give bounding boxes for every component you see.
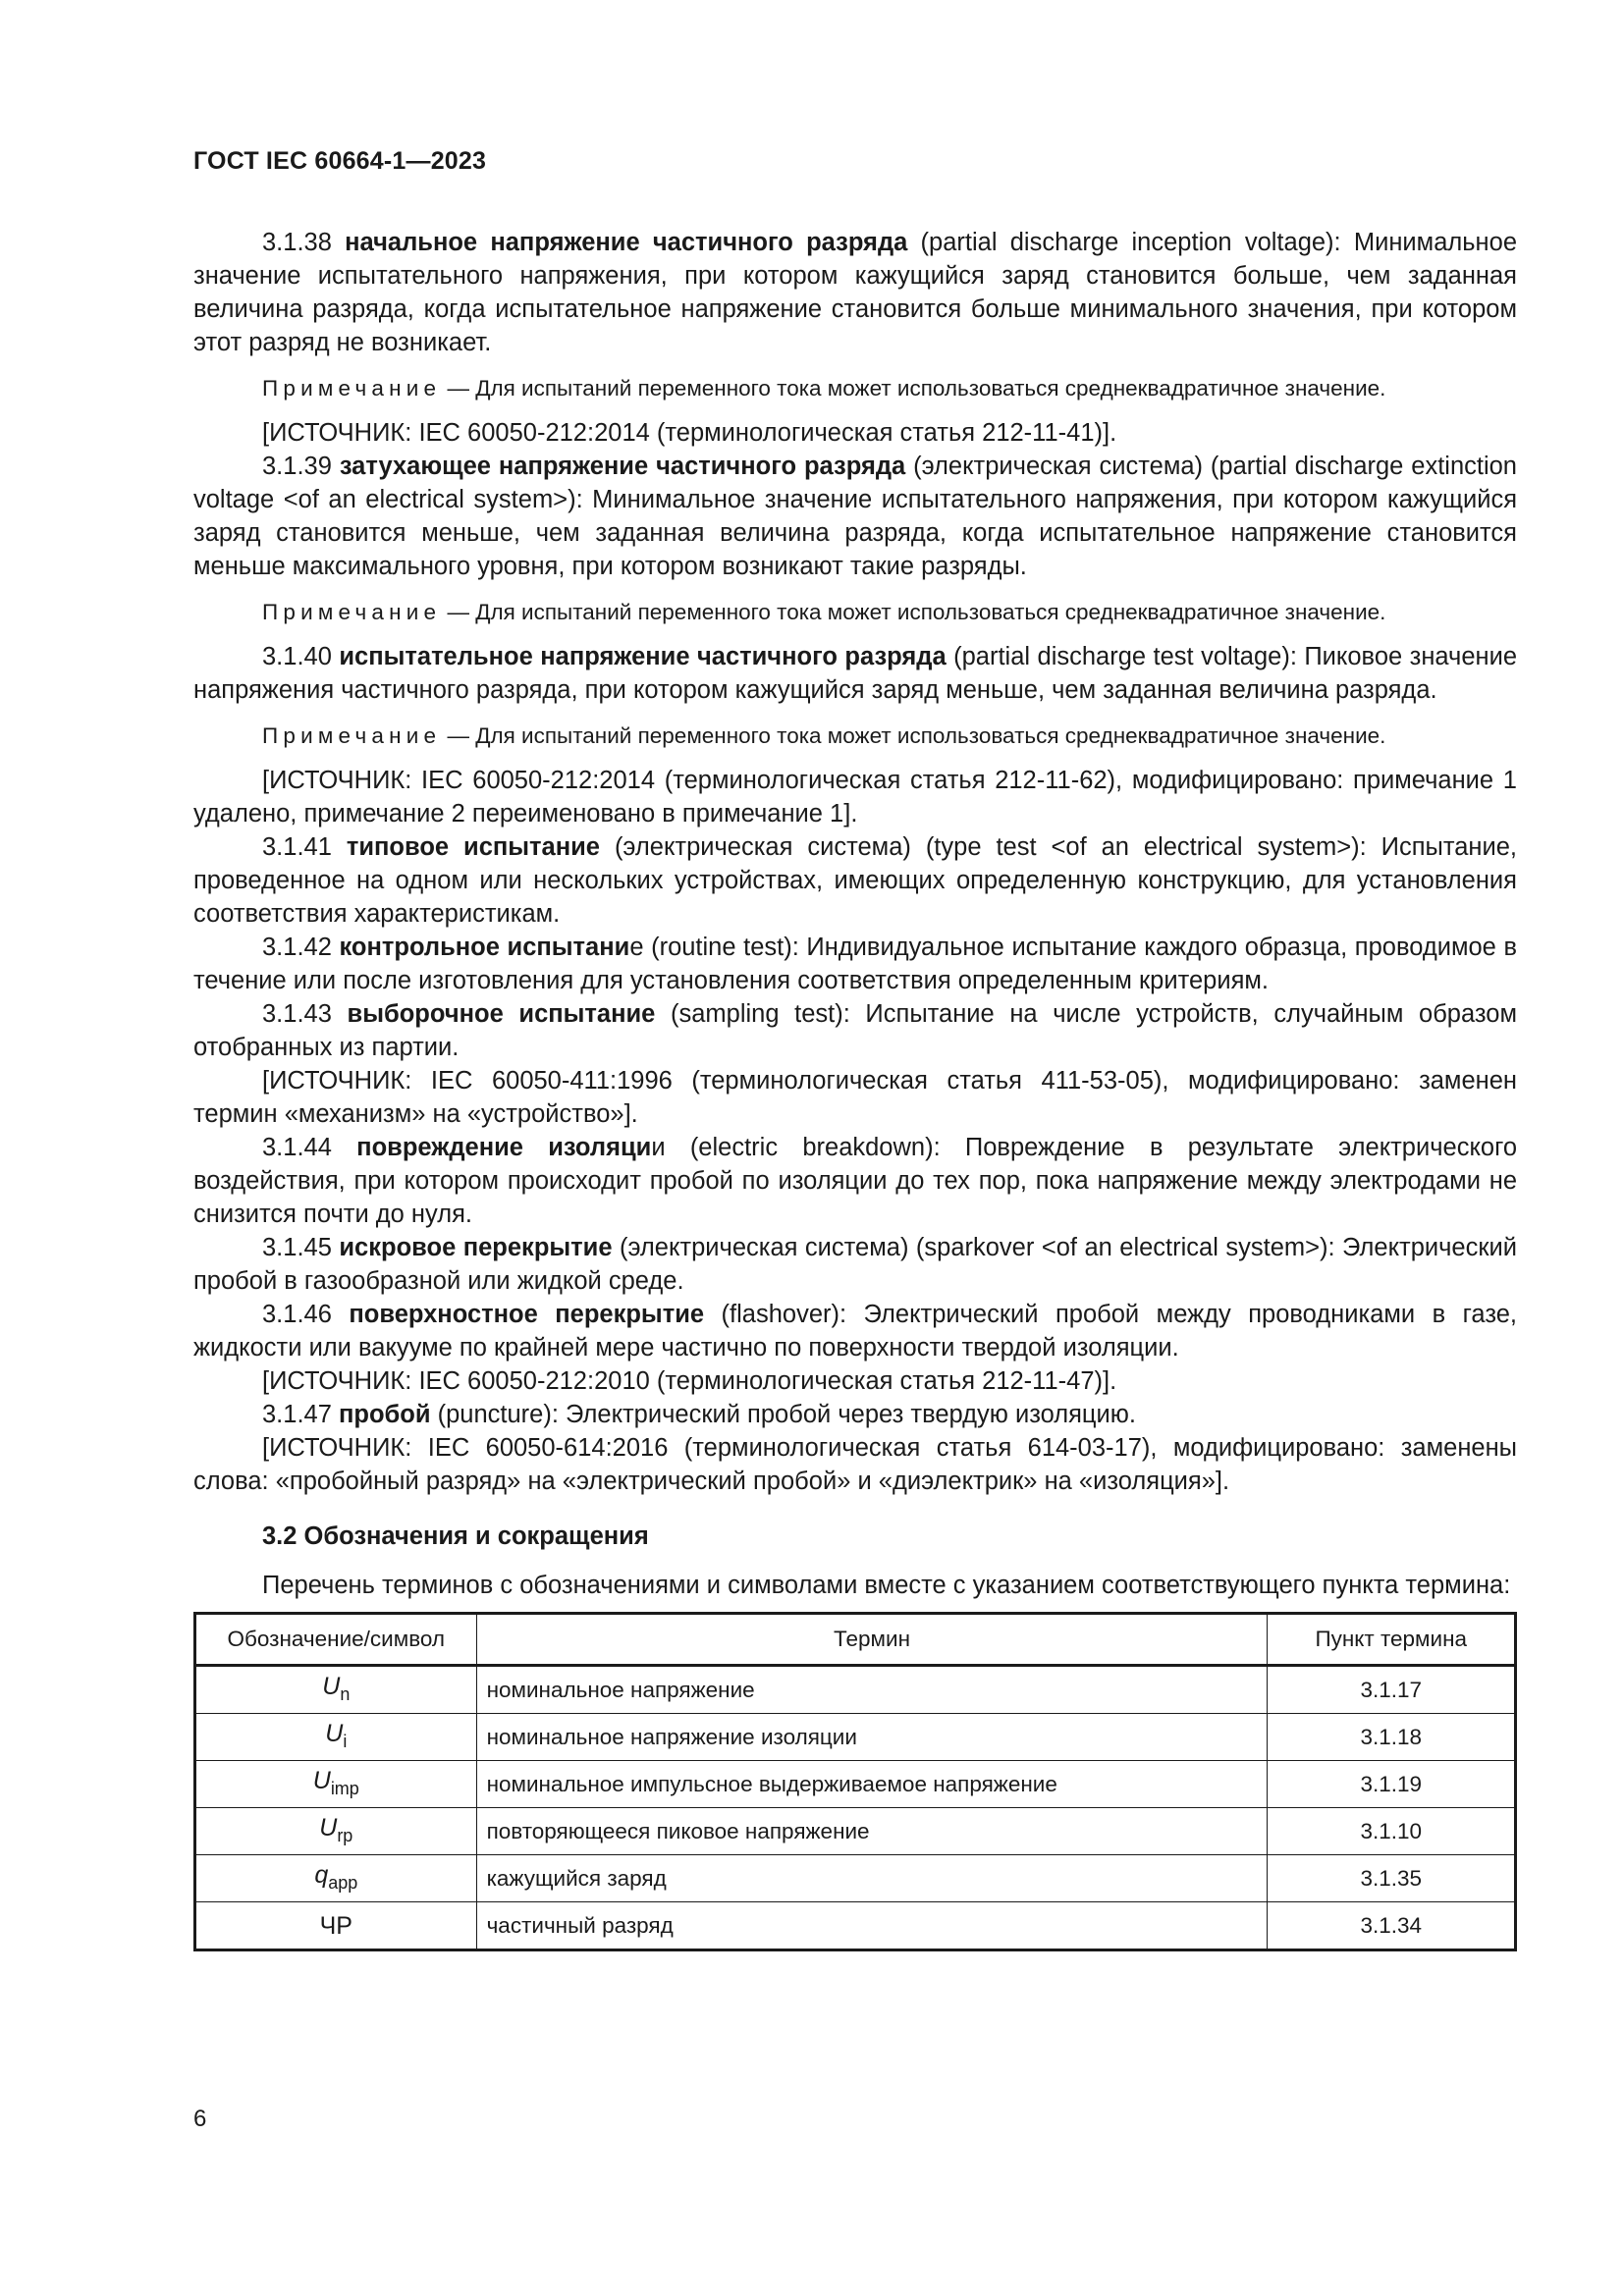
entry-number: 3.1.45 (262, 1234, 340, 1261)
note-label: Примечание (262, 723, 442, 748)
entry-term: типовое испытание (346, 833, 600, 861)
term-cell: кажущийся заряд (476, 1855, 1268, 1902)
symbol-cell (195, 1761, 477, 1808)
symbol-base: U (325, 1719, 344, 1747)
note-1 (193, 374, 1517, 403)
entry-definition: (электрическая система) (partial discharge extinction voltage <of an electrical system>): Минимальное значение испытательного напряжения, при котором кажущийся заряд становится меньше, чем заданная величина разряда, когда испытательное напряжение становится меньше максимального уровня, при котором возникают такие разряды. (193, 453, 1517, 580)
term-cell: частичный разряд (476, 1902, 1268, 1950)
symbol-cell (195, 1714, 477, 1761)
note-label: Примечание (262, 600, 442, 624)
entry-number: 3.1.39 (262, 453, 340, 480)
symbol-abbreviation: ЧР (319, 1911, 352, 1940)
header-term: Термин (476, 1614, 1268, 1666)
entry-number: 3.1.43 (262, 1000, 348, 1028)
entry-definition: (puncture): Электрический пробой через твердую изоляцию. (430, 1401, 1136, 1428)
entry-3-1-39 (193, 450, 1517, 583)
table-row (195, 1855, 1516, 1902)
entry-term: контрольное испытани (339, 934, 630, 961)
symbols-table (193, 1612, 1517, 1951)
source-3-1-46: [ИСТОЧНИК: IEC 60050-212:2010 (терминологическая статья 212-11-47)]. (262, 1367, 1117, 1395)
entry-number: 3.1.38 (262, 229, 346, 256)
note-2 (193, 598, 1517, 627)
entry-number: 3.1.40 (262, 643, 340, 670)
entry-term: затухающее напряжение частичного разряда (339, 453, 906, 480)
entry-definition: (flashover): Электрический пробой между проводниками в газе, жидкости или вакууме по крайней мере частично по поверхности твердой изоляции. (193, 1301, 1517, 1362)
entry-definition: (sampling test): Испытание на числе устройств, случайным образом отобранных из партии. (193, 1000, 1517, 1061)
source-3-1-43: [ИСТОЧНИК: IEC 60050-411:1996 (терминологическая статья 411-53-05), модифицировано: заменен термин «механизм» на «устройство»]. (193, 1067, 1517, 1128)
entry-definition: и (electric breakdown): Повреждение в результате электрического воздействия, при котором происходит пробой по изоляции до тех пор, пока напряжение между электродами не снизится почти до нуля. (193, 1134, 1517, 1228)
entry-3-1-47 (193, 1398, 1517, 1431)
entry-number: 3.1.46 (262, 1301, 350, 1328)
entry-term: начальное напряжение частичного разряда (345, 229, 908, 256)
document-header: ГОСТ IEC 60664-1—2023 (193, 147, 487, 175)
entry-number: 3.1.41 (262, 833, 347, 861)
symbol-subscript: i (343, 1731, 348, 1751)
clause-cell: 3.1.10 (1268, 1808, 1516, 1855)
entry-3-1-46 (193, 1298, 1517, 1364)
symbol-base: U (319, 1813, 338, 1842)
source-3-1-40: [ИСТОЧНИК: IEC 60050-212:2014 (терминологическая статья 212-11-62), модифицировано: примечание 1 удалено, примечание 2 переименовано в примечание 1]. (193, 767, 1517, 828)
header-clause: Пункт термина (1268, 1614, 1516, 1666)
term-cell: номинальное напряжение изоляции (476, 1714, 1268, 1761)
clause-cell: 3.1.18 (1268, 1714, 1516, 1761)
entry-3-1-40 (193, 640, 1517, 707)
table-row (195, 1761, 1516, 1808)
note-3 (193, 721, 1517, 751)
source-3-1-38: [ИСТОЧНИК: IEC 60050-212:2014 (терминологическая статья 212-11-41)]. (262, 419, 1117, 447)
table-row (195, 1714, 1516, 1761)
term-cell: номинальное напряжение (476, 1666, 1268, 1714)
header-symbol: Обозначение/символ (195, 1614, 477, 1666)
symbol-base: U (322, 1672, 341, 1700)
symbol-subscript: app (328, 1872, 358, 1893)
section-heading: 3.2 Обозначения и сокращения (262, 1522, 649, 1550)
table-header-row (195, 1614, 1516, 1666)
entry-3-1-43 (193, 997, 1517, 1064)
entry-3-1-38 (193, 226, 1517, 359)
note-text: — Для испытаний переменного тока может использоваться среднеквадратичное значение. (441, 600, 1386, 624)
entry-definition: (электрическая система) (sparkover <of an electrical system>): Электрический пробой в газообразной или жидкой среде. (193, 1234, 1518, 1295)
entry-term: поверхностное перекрытие (349, 1301, 705, 1328)
symbol-cell (195, 1902, 477, 1950)
symbol-cell (195, 1666, 477, 1714)
source-3-1-47: [ИСТОЧНИК: IEC 60050-614:2016 (терминологическая статья 614-03-17), модифицировано: заменены слова: «пробойный разряд» на «электрический пробой» и «диэлектрик» на «изоляция»]. (193, 1434, 1517, 1495)
clause-cell: 3.1.35 (1268, 1855, 1516, 1902)
entry-number: 3.1.42 (262, 934, 340, 961)
page-number: 6 (193, 2106, 207, 2132)
entry-3-1-45 (193, 1231, 1517, 1298)
entry-definition: (partial discharge test voltage): Пиковое значение напряжения частичного разряда, при котором кажущийся заряд меньше, чем заданная величина разряда. (193, 643, 1518, 704)
symbol-cell (195, 1855, 477, 1902)
symbol-subscript: imp (330, 1778, 359, 1798)
entry-term: пробой (338, 1401, 431, 1428)
entry-term: искровое перекрытие (339, 1234, 613, 1261)
entry-3-1-42 (193, 931, 1517, 997)
note-text: — Для испытаний переменного тока может использоваться среднеквадратичное значение. (441, 723, 1386, 748)
symbol-base: U (312, 1766, 331, 1794)
entry-definition: (partial discharge inception voltage): Минимальное значение испытательного напряжения, при котором кажущийся заряд становится больше, чем заданная величина разряда, когда испытательное напряжение становится больше минимального значения, при котором этот разряд не возникает. (193, 229, 1517, 356)
table-row (195, 1666, 1516, 1714)
note-text: — Для испытаний переменного тока может использоваться среднеквадратичное значение. (441, 376, 1386, 400)
entry-number: 3.1.44 (262, 1134, 357, 1161)
entry-term: повреждение изоляци (356, 1134, 652, 1161)
term-cell: номинальное импульсное выдерживаемое напряжение (476, 1761, 1268, 1808)
term-cell: повторяющееся пиковое напряжение (476, 1808, 1268, 1855)
document-body (193, 226, 1517, 1951)
clause-cell: 3.1.17 (1268, 1666, 1516, 1714)
entry-3-1-44 (193, 1131, 1517, 1231)
clause-cell: 3.1.19 (1268, 1761, 1516, 1808)
symbol-subscript: rp (337, 1825, 353, 1845)
entry-term: выборочное испытание (347, 1000, 656, 1028)
symbol-subscript: n (340, 1683, 351, 1704)
entry-term: испытательное напряжение частичного разряда (339, 643, 947, 670)
entry-definition: (электрическая система) (type test <of an electrical system>): Испытание, проведенное на одном или нескольких устройствах, имеющих определенную конструкцию, для установления соответствия характеристикам. (193, 833, 1517, 928)
table-row (195, 1902, 1516, 1950)
clause-cell: 3.1.34 (1268, 1902, 1516, 1950)
entry-number: 3.1.47 (262, 1401, 339, 1428)
note-label: Примечание (262, 376, 442, 400)
table-row (195, 1808, 1516, 1855)
symbol-cell (195, 1808, 477, 1855)
section-intro: Перечень терминов с обозначениями и символами вместе с указанием соответствующего пункта термина: (262, 1572, 1511, 1599)
entry-definition: е (routine test): Индивидуальное испытание каждого образца, проводимое в течение или после изготовления для установления соответствия определенным критериям. (193, 934, 1517, 994)
entry-3-1-41 (193, 830, 1517, 931)
symbol-base: q (314, 1860, 329, 1889)
